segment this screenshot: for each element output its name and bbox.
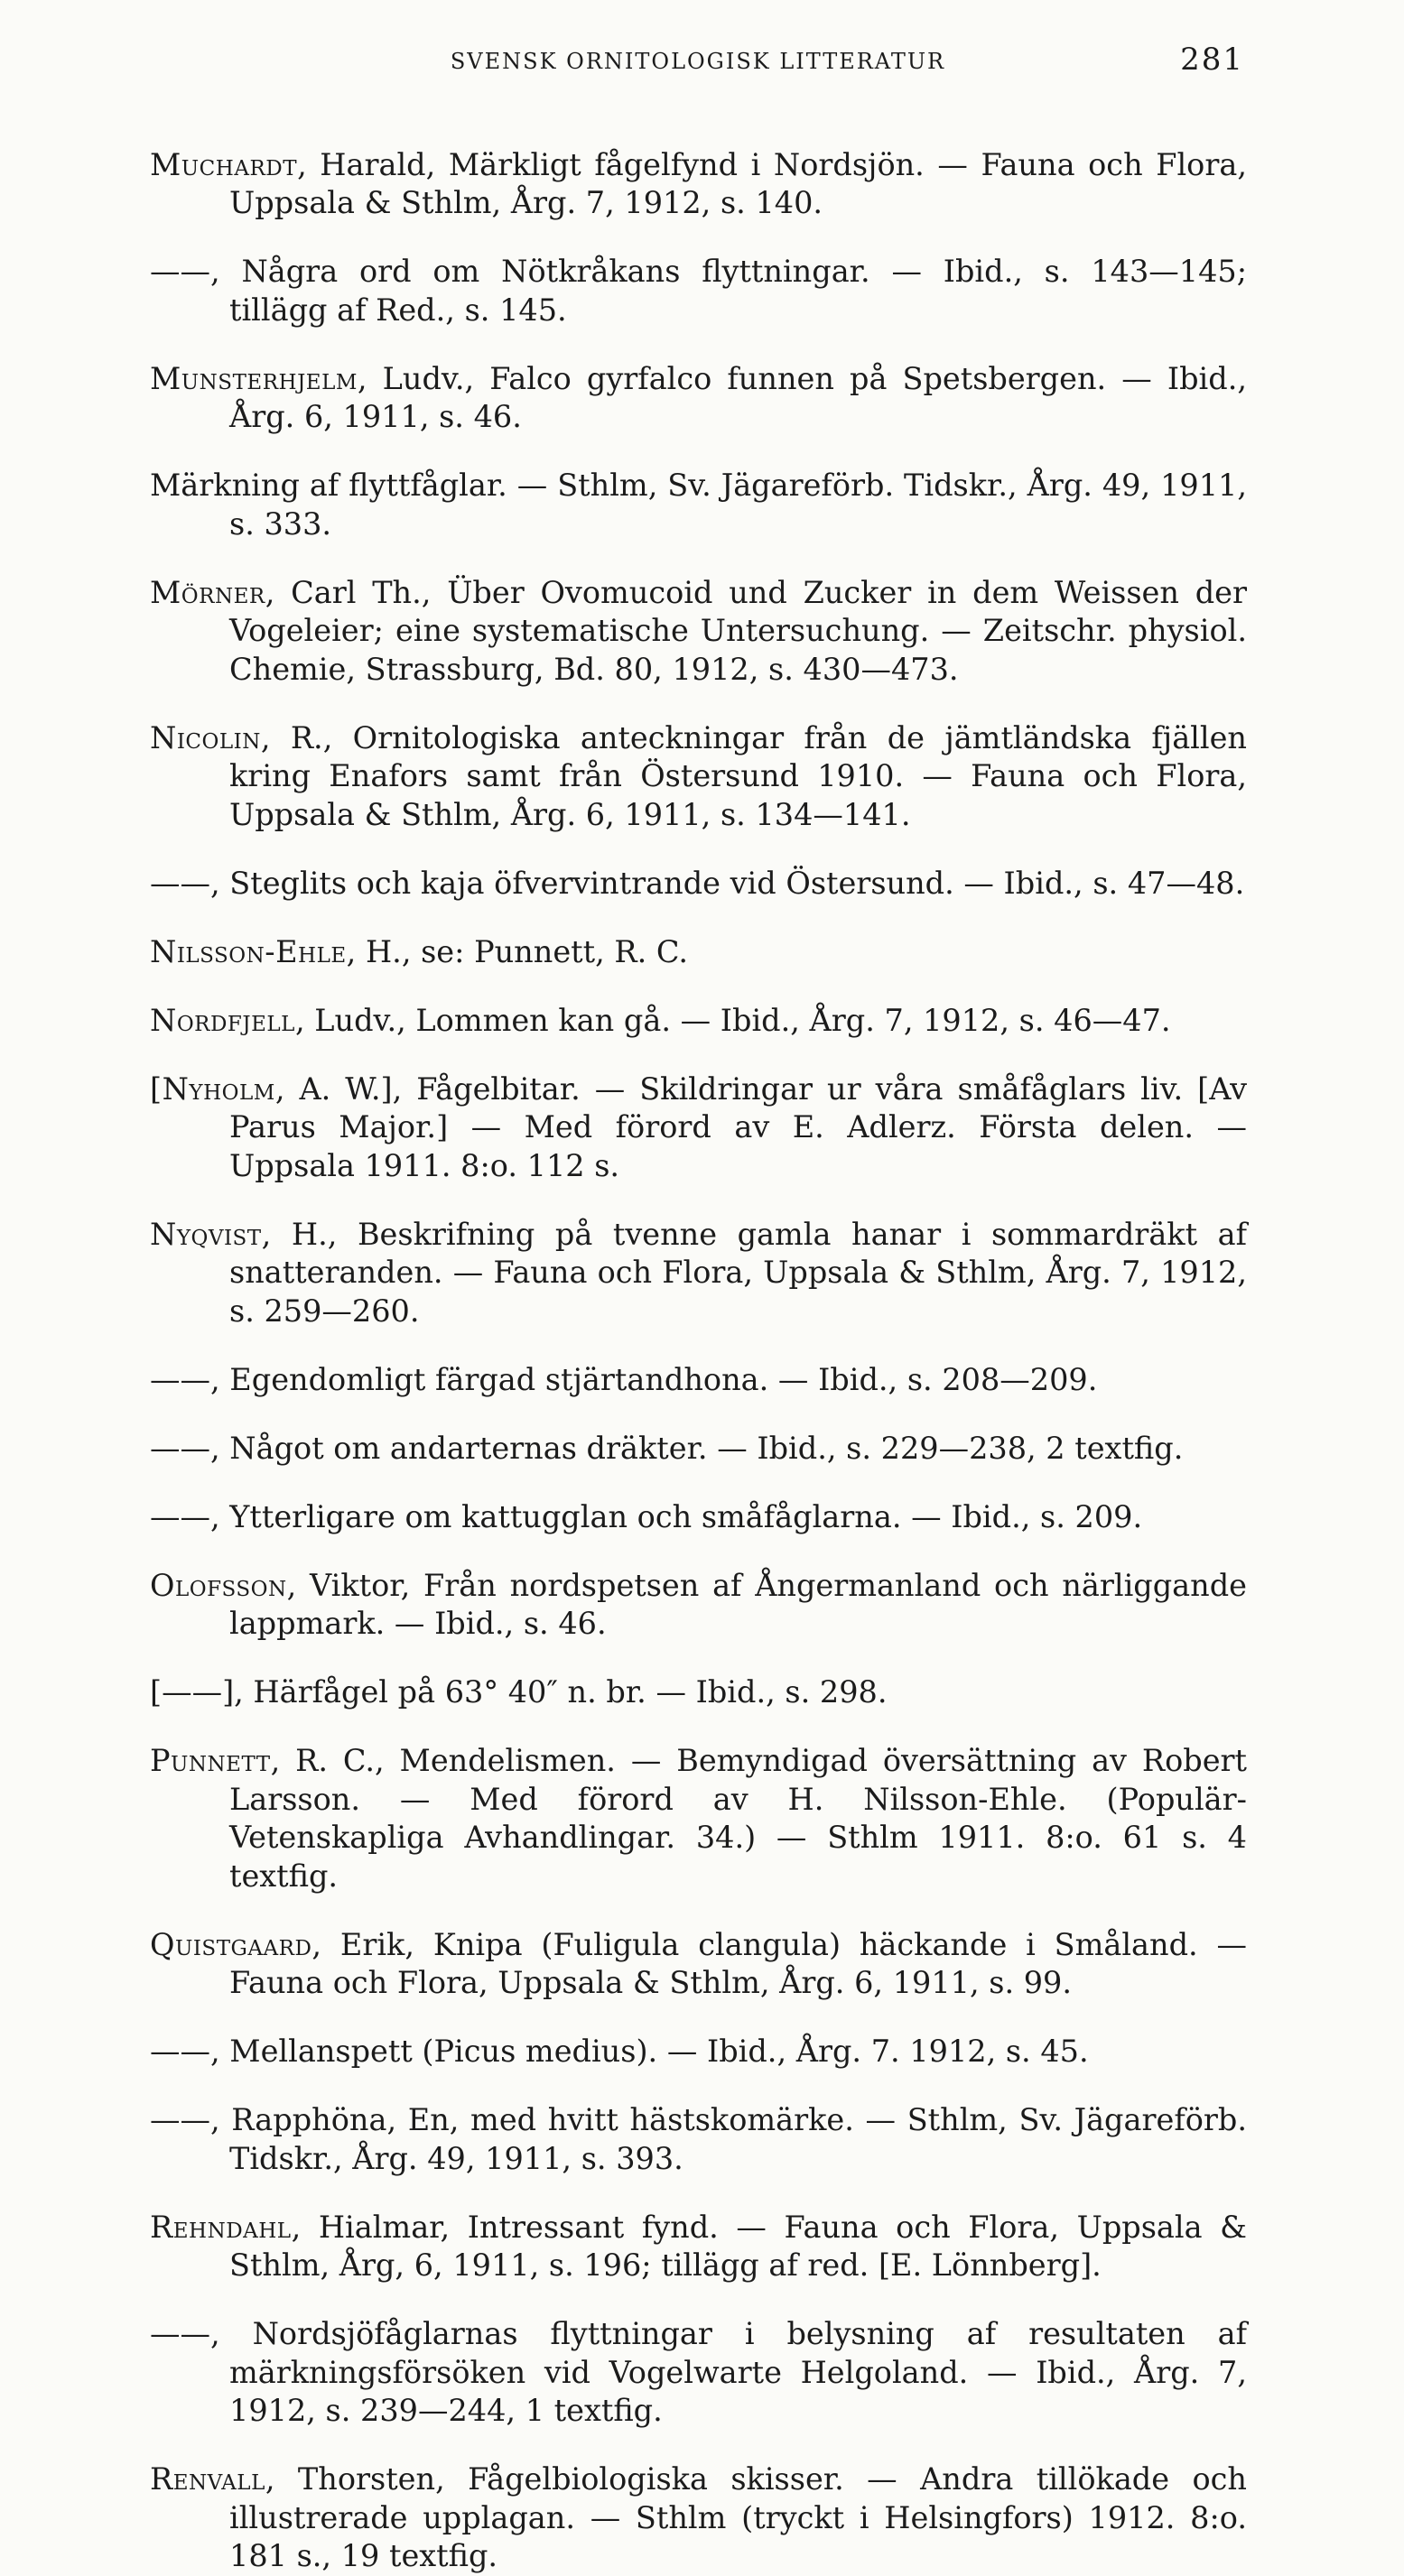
bibliography-entry	[150, 1567, 1247, 1644]
bibliography-entry	[150, 1498, 1247, 1537]
entry-author: Nyqvist	[150, 1216, 262, 1252]
bibliography-entry	[150, 2033, 1247, 2071]
bibliography-entry	[150, 1216, 1247, 1331]
entry-text: , Thorsten, Fågelbiologiska skisser. — Andra tillökade och illustrerade upplagan. — Sthlm (tryckt i Helsingfors) 1912. 8:o. 181 s., 19 textfig.	[229, 2461, 1247, 2573]
bibliography-entry	[150, 2209, 1247, 2285]
entry-text: [——], Härfågel på 63° 40″ n. br. — Ibid., s. 298.	[150, 1674, 888, 1710]
running-header	[152, 42, 1244, 85]
entry-text: ——, Något om andarternas dräkter. — Ibid., s. 229—238, 2 textfig.	[150, 1430, 1184, 1466]
bibliography-entry	[150, 1361, 1247, 1400]
bibliography-entry	[150, 719, 1247, 835]
entry-text: ——, Egendomligt färgad stjärtandhona. — Ibid., s. 208—209.	[150, 1361, 1098, 1397]
entry-text: , H., Beskrifning på tvenne gamla hanar i sommardräkt af snatteranden. — Fauna och Flora, Uppsala & Sthlm, Årg. 7, 1912, s. 259—260.	[229, 1216, 1247, 1329]
entry-author: Muchardt	[150, 146, 298, 182]
bibliography-entry	[150, 146, 1247, 223]
entry-text: , R. C., Mendelismen. — Bemyndigad översättning av Robert Larsson. — Med förord av H. Nilsson-Ehle. (Populär-Vetenskapliga Avhandlingar. 34.) — Sthlm 1911. 8:o. 61 s. 4 textfig.	[229, 1743, 1247, 1894]
entry-author: Olofsson	[150, 1567, 287, 1603]
entry-text: ——, Några ord om Nötkråkans flyttningar. — Ibid., s. 143—145; tillägg af Red., s. 145.	[150, 254, 1247, 328]
page-number: 281	[1180, 42, 1244, 78]
entry-text: ——, Ytterligare om kattugglan och småfåglarna. — Ibid., s. 209.	[150, 1498, 1143, 1534]
entry-text: Märkning af flyttfåglar. — Sthlm, Sv. Jägareförb. Tidskr., Årg. 49, 1911, s. 333.	[150, 468, 1247, 542]
bibliography-entry	[150, 1673, 1247, 1712]
entry-author: [Nyholm	[150, 1070, 275, 1107]
entry-author: Munsterhjelm	[150, 360, 358, 396]
running-title: SVENSK ORNITOLOGISK LITTERATUR	[450, 49, 946, 74]
bibliography-entry	[150, 2315, 1247, 2431]
bibliography-entry	[150, 253, 1247, 329]
bibliography-entry	[150, 2101, 1247, 2178]
bibliography-entry	[150, 2460, 1247, 2576]
entry-text: , Ludv., Lommen kan gå. — Ibid., Årg. 7, 1912, s. 46—47.	[294, 1002, 1171, 1038]
bibliography-entry	[150, 574, 1247, 690]
entry-author: Mörner	[150, 574, 265, 610]
bibliography-entry	[150, 865, 1247, 903]
entry-text: , Harald, Märkligt fågelfynd i Nordsjön. — Fauna och Flora, Uppsala & Sthlm, Årg. 7, 1912, s. 140.	[229, 146, 1247, 220]
entry-text: ——, Rapphöna, En, med hvitt hästskomärke. — Sthlm, Sv. Jägareförb. Tidskr., Årg. 49, 1911, s. 393.	[150, 2102, 1247, 2176]
entry-text: ——, Steglits och kaja öfvervintrande vid Östersund. — Ibid., s. 47—48.	[150, 865, 1245, 901]
entry-author: Renvall	[150, 2461, 265, 2497]
bibliography-list	[150, 116, 1247, 2576]
entry-author: Nicolin	[150, 719, 261, 755]
bibliography-entry	[150, 467, 1247, 543]
entry-text: , Viktor, Från nordspetsen af Ångermanland och närliggande lappmark. — Ibid., s. 46.	[229, 1567, 1247, 1641]
entry-author: Quistgaard	[150, 1926, 312, 1962]
entry-text: , Hialmar, Intressant fynd. — Fauna och Flora, Uppsala & Sthlm, Årg, 6, 1911, s. 196; tillägg af red. [E. Lönnberg].	[229, 2209, 1247, 2283]
bibliography-entry	[150, 1070, 1247, 1186]
bibliography-entry	[150, 1430, 1247, 1469]
bibliography-entry	[150, 360, 1247, 437]
entry-text: , R., Ornitologiska anteckningar från de jämtländska fjällen kring Enafors samt från Östersund 1910. — Fauna och Flora, Uppsala & Sthlm, Årg. 6, 1911, s. 134—141.	[229, 719, 1247, 832]
entry-author: Rehndahl	[150, 2209, 292, 2245]
entry-text: , Carl Th., Über Ovomucoid und Zucker in dem Weissen der Vogeleier; eine systematische Untersuchung. — Zeitschr. physiol. Chemie, Strassburg, Bd. 80, 1912, s. 430—473.	[229, 574, 1247, 687]
entry-text: , H., se: Punnett, R. C.	[346, 933, 688, 969]
entry-text: , Erik, Knipa (Fuligula clangula) häckande i Småland. — Fauna och Flora, Uppsala & Sthlm, Årg. 6, 1911, s. 99.	[229, 1926, 1247, 2000]
entry-text: , A. W.], Fågelbitar. — Skildringar ur våra småfåglars liv. [Av Parus Major.] — Med förord av E. Adlerz. Första delen. — Uppsala 1911. 8:o. 112 s.	[229, 1070, 1247, 1183]
entry-text: ——, Mellanspett (Picus medius). — Ibid., Årg. 7. 1912, s. 45.	[150, 2034, 1089, 2069]
bibliography-entry	[150, 1002, 1247, 1041]
entry-author: Nilsson-Ehle	[150, 933, 347, 969]
bibliography-entry	[150, 1926, 1247, 2003]
bibliography-entry	[150, 933, 1247, 972]
entry-author: Nordfjell	[150, 1002, 295, 1038]
entry-text: ——, Nordsjöfåglarnas flyttningar i belysning af resultaten af märkningsförsöken vid Vogelwarte Helgoland. — Ibid., Årg. 7, 1912, s. 239—244, 1 textfig.	[150, 2316, 1247, 2428]
bibliography-entry	[150, 1742, 1247, 1895]
entry-text: , Ludv., Falco gyrfalco funnen på Spetsbergen. — Ibid., Årg. 6, 1911, s. 46.	[229, 360, 1247, 434]
entry-author: Punnett	[150, 1743, 271, 1778]
